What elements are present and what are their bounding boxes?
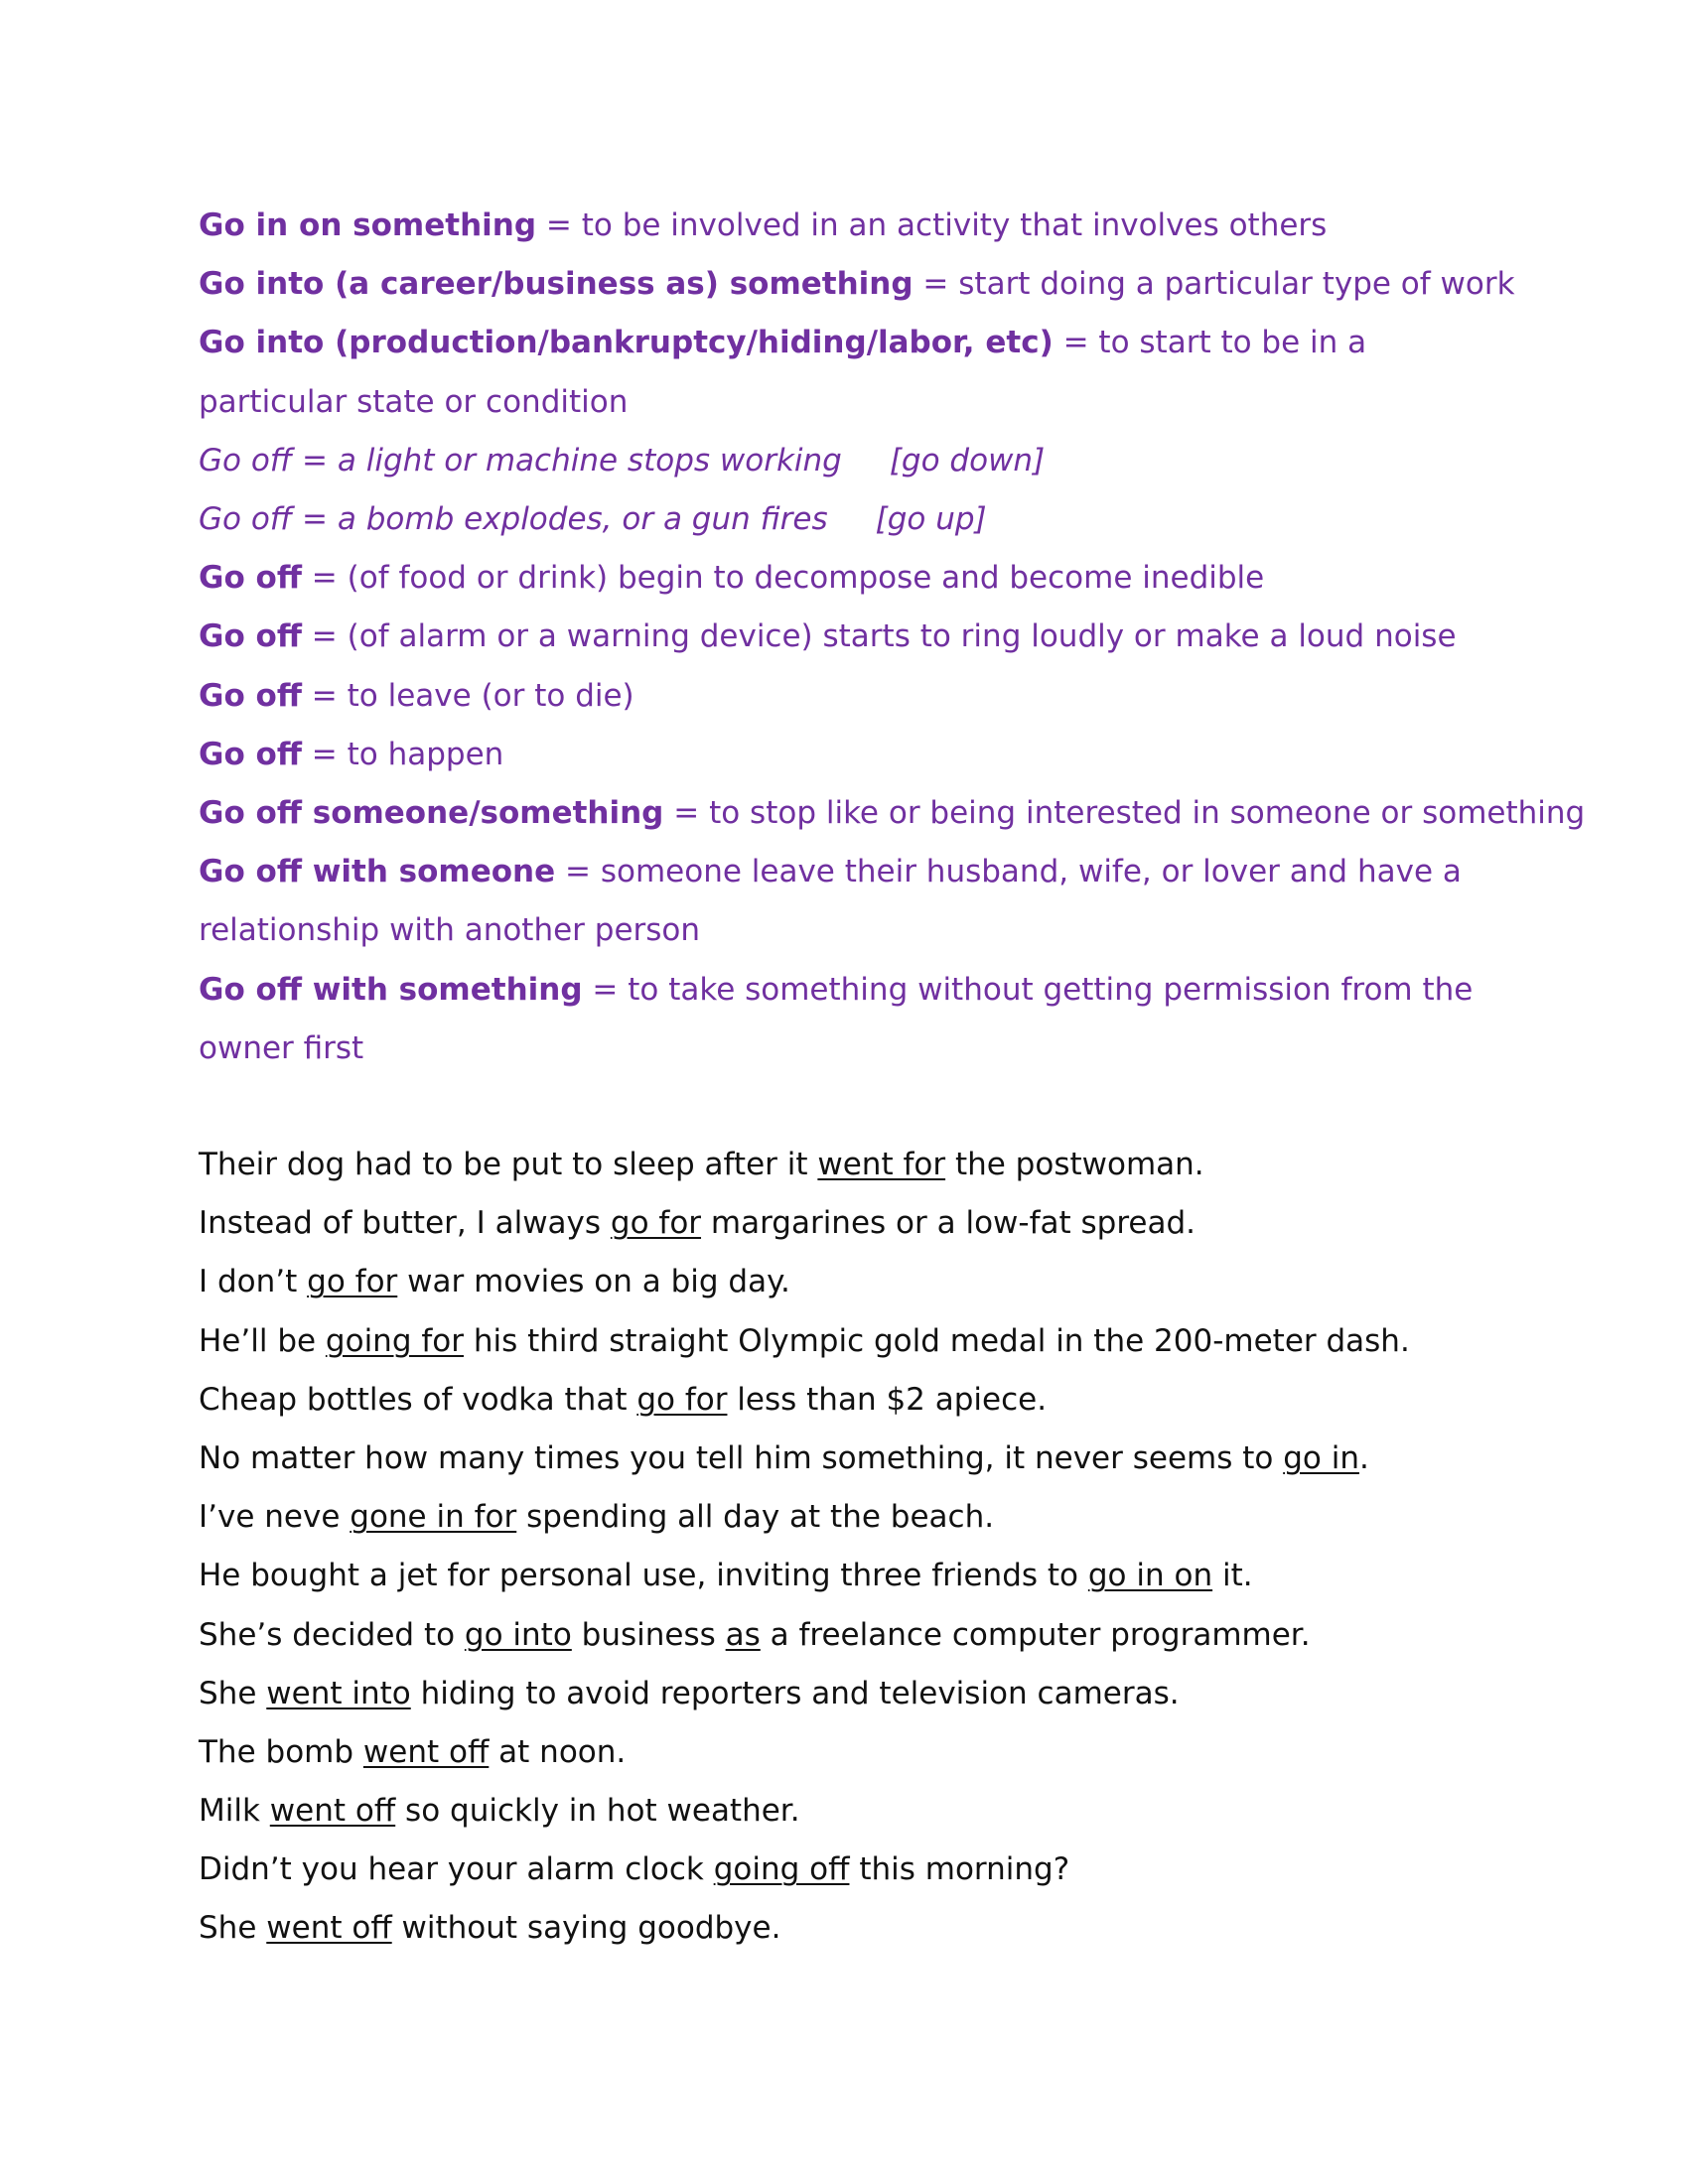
example-text: margarines or a low-fat spread.: [701, 1205, 1196, 1242]
definition-line: [199, 961, 1509, 1078]
definition-text: = to stop like or being interested in someone or something: [663, 794, 1586, 831]
example-text: a freelance computer programmer.: [760, 1616, 1311, 1653]
example-sentence: [199, 1253, 1509, 1311]
definition-term: Go off with someone: [199, 854, 556, 890]
example-text: so quickly in hot weather.: [395, 1793, 800, 1830]
definition-term: Go off: [199, 618, 302, 655]
phrasal-verb: go in: [1283, 1439, 1359, 1476]
definition-text: = to start to be in a particular state or condition: [199, 325, 1367, 420]
definition-note: [go up]: [875, 500, 987, 537]
phrasal-verb: go for: [307, 1264, 398, 1300]
example-text: this morning?: [849, 1851, 1070, 1888]
example-sentence: [199, 1723, 1509, 1782]
example-text: war movies on a big day.: [397, 1264, 790, 1300]
definition-term: Go off: [199, 560, 302, 597]
example-text: Cheap bottles of vodka that: [199, 1381, 637, 1418]
definition-line: [199, 255, 1515, 314]
example-text: She: [199, 1675, 267, 1711]
example-text: She’s decided to: [199, 1616, 465, 1653]
example-text: I don’t: [199, 1264, 308, 1300]
phrasal-verb: went off: [266, 1910, 392, 1947]
definition-line: [199, 549, 1509, 608]
example-sentence: [199, 1488, 1509, 1547]
examples-section: [199, 1136, 1509, 1959]
definition-term: Go off someone/something: [199, 794, 664, 831]
definition-term: Go into (a career/business as) something: [199, 266, 914, 303]
definition-term: Go in on something: [199, 207, 537, 243]
example-text: The bomb: [199, 1733, 363, 1770]
example-text: Milk: [199, 1793, 270, 1830]
example-sentence: [199, 1547, 1509, 1605]
example-text: He’ll be: [199, 1322, 326, 1359]
example-text: less than $2 apiece.: [727, 1381, 1048, 1418]
phrasal-verb: went into: [266, 1675, 411, 1711]
definition-text: = (of alarm or a warning device) starts to ring loudly or make a loud noise: [301, 618, 1457, 655]
definition-line: [199, 784, 1586, 843]
phrasal-verb: went off: [362, 1733, 490, 1770]
definition-text: = to take something without getting permission from the owner first: [199, 971, 1474, 1066]
definition-term: Go off: [199, 442, 293, 478]
definition-text: = to leave (or to die): [301, 677, 634, 714]
example-sentence: [199, 1312, 1509, 1371]
example-text: business: [571, 1616, 726, 1653]
example-text: spending all day at the beach.: [516, 1499, 995, 1536]
definition-term: Go off: [199, 736, 302, 772]
example-text: He bought a jet for personal use, inviting three friends to: [199, 1558, 1088, 1594]
example-text: I’ve neve: [199, 1499, 351, 1536]
definition-line: [199, 608, 1509, 666]
example-sentence: [199, 1194, 1509, 1253]
example-sentence: [199, 1841, 1509, 1899]
definition-note: [go down]: [889, 442, 1046, 478]
definition-text: = someone leave their husband, wife, or lover and have a relationship with another person: [199, 854, 1462, 949]
phrasal-verb-particle: as: [725, 1616, 761, 1653]
definition-line: [199, 197, 1509, 255]
example-sentence: [199, 1782, 1509, 1841]
definition-line: [199, 490, 1509, 549]
example-sentence: [199, 1430, 1509, 1488]
phrasal-verb: gone in for: [350, 1499, 517, 1536]
phrasal-verb: went for: [817, 1147, 946, 1182]
definition-term: Go off with something: [199, 971, 583, 1008]
definition-term: Go off: [199, 500, 293, 537]
example-text: it.: [1212, 1558, 1253, 1594]
example-text: without saying goodbye.: [391, 1910, 781, 1947]
definition-line: [199, 667, 1509, 726]
phrasal-verb: went off: [269, 1793, 396, 1830]
example-sentence: [199, 1371, 1509, 1430]
phrasal-verb: going off: [713, 1851, 850, 1888]
example-text: his third straight Olympic gold medal in the 200-meter dash.: [463, 1322, 1410, 1359]
definition-line: [199, 726, 1509, 784]
example-sentence: [199, 1665, 1509, 1723]
phrasal-verb: going for: [325, 1322, 464, 1359]
example-text: the postwoman.: [945, 1147, 1204, 1182]
definition-text: = start doing a particular type of work: [913, 266, 1515, 303]
definition-text: = a bomb explodes, or a gun fires: [292, 500, 828, 537]
definition-line: [199, 432, 1509, 490]
definitions-section: [199, 197, 1586, 1078]
phrasal-verb: go for: [636, 1381, 728, 1418]
definition-term: Go off: [199, 677, 302, 714]
example-sentence: [199, 1136, 1509, 1194]
definition-text: = (of food or drink) begin to decompose and become inedible: [301, 560, 1265, 597]
example-sentence: [199, 1606, 1509, 1665]
example-text: Didn’t you hear your alarm clock: [199, 1851, 714, 1888]
example-text: Their dog had to be put to sleep after it: [199, 1147, 818, 1182]
example-text: .: [1358, 1439, 1369, 1476]
definition-line: [199, 843, 1509, 960]
phrasal-verb: go into: [464, 1616, 572, 1653]
example-text: at noon.: [489, 1733, 627, 1770]
definition-text: = to be involved in an activity that involves others: [536, 207, 1328, 243]
example-sentence: [199, 1899, 1509, 1958]
definition-text: = a light or machine stops working: [292, 442, 842, 478]
example-text: She: [199, 1910, 267, 1947]
definition-line: [199, 314, 1509, 431]
example-text: Instead of butter, I always: [199, 1205, 611, 1242]
example-text: hiding to avoid reporters and television cameras.: [410, 1675, 1180, 1711]
example-text: No matter how many times you tell him something, it never seems to: [199, 1439, 1284, 1476]
definition-term: Go into (production/bankruptcy/hiding/labor, etc): [199, 325, 1054, 361]
phrasal-verb: go for: [610, 1205, 702, 1242]
phrasal-verb: go in on: [1087, 1558, 1213, 1594]
definition-text: = to happen: [301, 736, 504, 772]
